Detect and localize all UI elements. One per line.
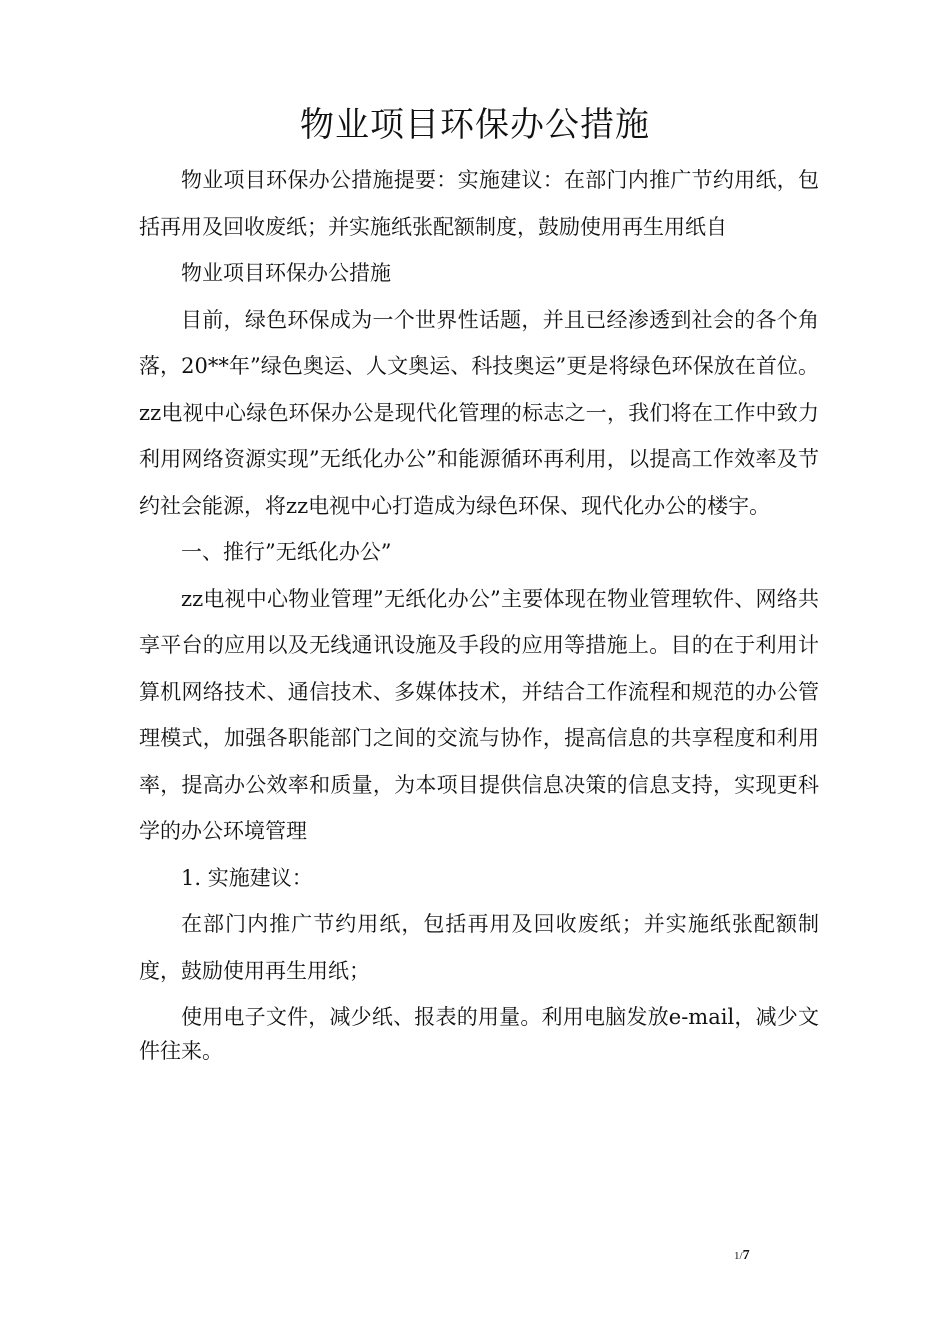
page-number-current: 1/ bbox=[734, 1250, 743, 1262]
paragraph-suggestion-email: 使用电子文件，减少纸、报表的用量。利用电脑发放e-mail，减少文件往来。 bbox=[139, 1005, 819, 1063]
page-number-total: 7 bbox=[742, 1248, 750, 1263]
document-body bbox=[139, 157, 819, 1068]
document-title: 物业项目环保办公措施 bbox=[300, 105, 650, 145]
subheading-suggestions: 1. 实施建议： bbox=[181, 865, 313, 890]
page-number bbox=[734, 1247, 750, 1264]
paragraph-summary: 物业项目环保办公措施提要：实施建议：在部门内推广节约用纸，包括再用及回收废纸；并实施纸张配额制度，鼓励使用再生用纸自 bbox=[139, 168, 819, 239]
paragraph-suggestion-paper: 在部门内推广节约用纸，包括再用及回收废纸；并实施纸张配额制度，鼓励使用再生用纸； bbox=[139, 912, 819, 983]
paragraph-paperless: zz电视中心物业管理”无纸化办公”主要体现在物业管理软件、网络共享平台的应用以及无线通讯设施及手段的应用等措施上。目的在于利用计算机网络技术、通信技术、多媒体技术，并结合工作流程和规范的办公管理模式，加强各职能部门之间的交流与协作，提高信息的共享程度和利用率，提高办公效率和质量，为本项目提供信息决策的信息支持，实现更科学的办公环境管理 bbox=[139, 586, 819, 843]
paragraph-heading: 物业项目环保办公措施 bbox=[181, 261, 391, 285]
section-heading-paperless: 一、推行”无纸化办公” bbox=[181, 540, 392, 564]
paragraph-intro: 目前，绿色环保成为一个世界性话题，并且已经渗透到社会的各个角落，20**年”绿色奥运、人文奥运、科技奥运”更是将绿色环保放在首位。zz电视中心绿色环保办公是现代化管理的标志之一，我们将在工作中致力利用网络资源实现”无纸化办公”和能源循环再利用，以提高工作效率及节约社会能源，将zz电视中心打造成为绿色环保、现代化办公的楼宇。 bbox=[139, 307, 819, 518]
